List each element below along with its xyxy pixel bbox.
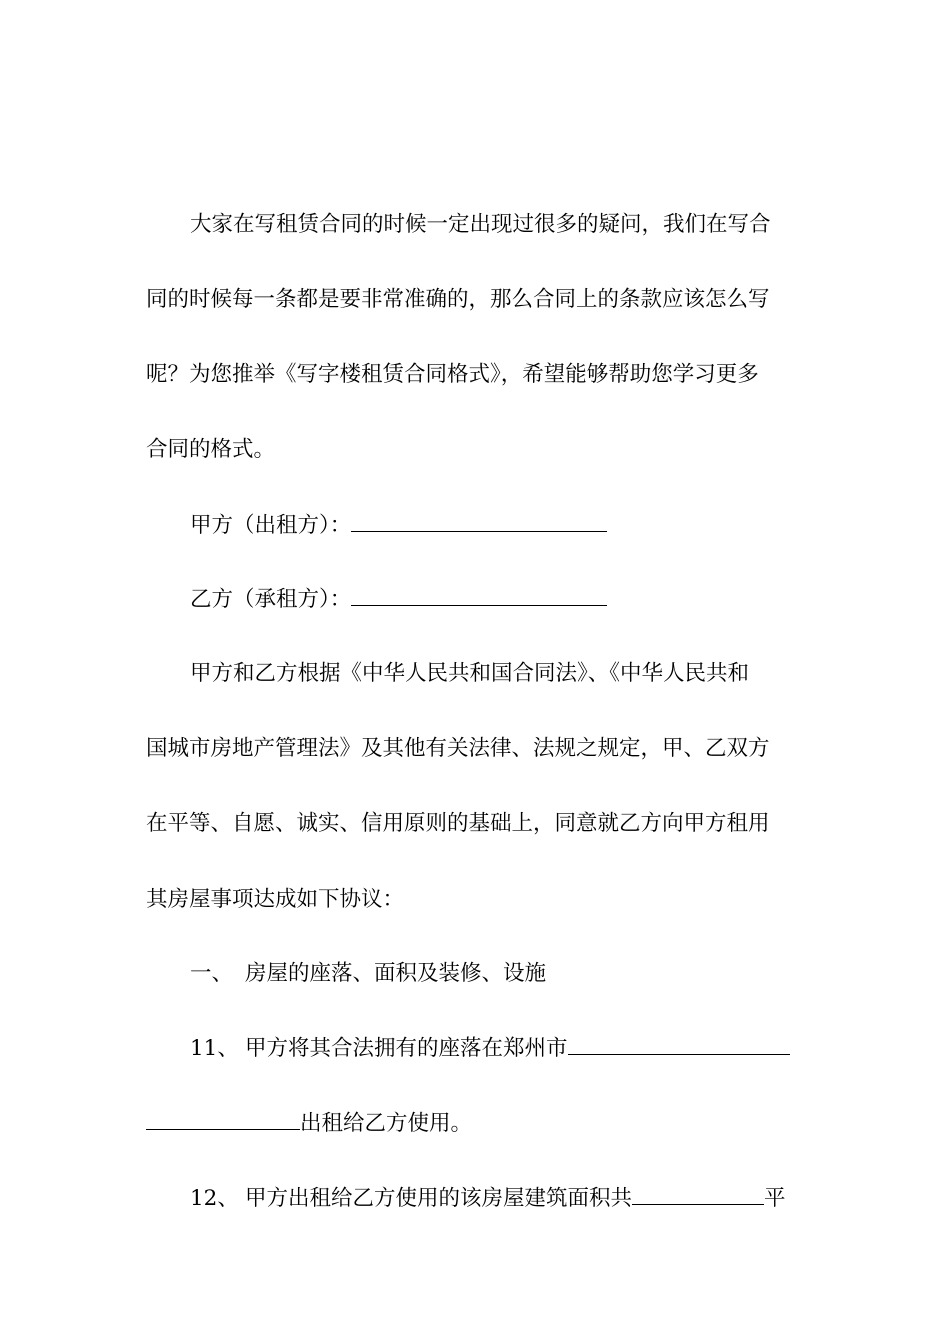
- clause-11-number: 11、: [190, 1036, 239, 1061]
- clause-11-continuation: [146, 1109, 806, 1139]
- preamble-line-3: 在平等、自愿、诚实、信用原则的基础上，同意就乙方向甲方租用: [146, 811, 770, 836]
- party-a-blank[interactable]: [351, 511, 607, 532]
- clause-12-text: 甲方出租给乙方使用的该房屋建筑面积共: [245, 1186, 633, 1211]
- preamble-line-1: 甲方和乙方根据《中华人民共和国合同法》、《中华人民共和: [190, 661, 750, 686]
- party-a-label: 甲方（出租方）：: [190, 513, 352, 538]
- intro-line-3: 呢？为您推举《写字楼租赁合同格式》，希望能够帮助您学习更多: [146, 362, 759, 387]
- section-1-heading: [190, 959, 850, 989]
- party-a-row: [190, 511, 850, 541]
- clause-12-row: [190, 1184, 850, 1214]
- clause-12-area-blank[interactable]: [632, 1184, 764, 1205]
- clause-12-number: 12、: [190, 1186, 239, 1211]
- preamble-line-4: 其房屋事项达成如下协议：: [146, 887, 405, 912]
- section-1-number: 一、: [190, 961, 234, 986]
- intro-line-2: 同的时候每一条都是要非常准确的，那么合同上的条款应该怎么写: [146, 287, 770, 312]
- preamble-line-2: 国城市房地产管理法》及其他有关法律、法规之规定，甲、乙双方: [146, 736, 770, 761]
- party-b-blank[interactable]: [351, 585, 607, 606]
- party-b-row: [190, 585, 850, 615]
- clause-11-location-blank[interactable]: [568, 1034, 790, 1055]
- clause-11-cont-text: 出租给乙方使用。: [300, 1111, 473, 1136]
- clause-12-tail: 平: [764, 1186, 786, 1211]
- intro-line-1: 大家在写租赁合同的时候一定出现过很多的疑问，我们在写合: [190, 212, 771, 237]
- clause-11-row: [190, 1034, 850, 1064]
- intro-line-4: 合同的格式。: [146, 437, 276, 462]
- clause-11-location-blank-2[interactable]: [146, 1109, 300, 1130]
- party-b-label: 乙方（承租方）：: [190, 587, 352, 612]
- clause-11-text: 甲方将其合法拥有的座落在郑州市: [245, 1036, 568, 1061]
- section-1-title: 房屋的座落、面积及装修、设施: [245, 961, 547, 986]
